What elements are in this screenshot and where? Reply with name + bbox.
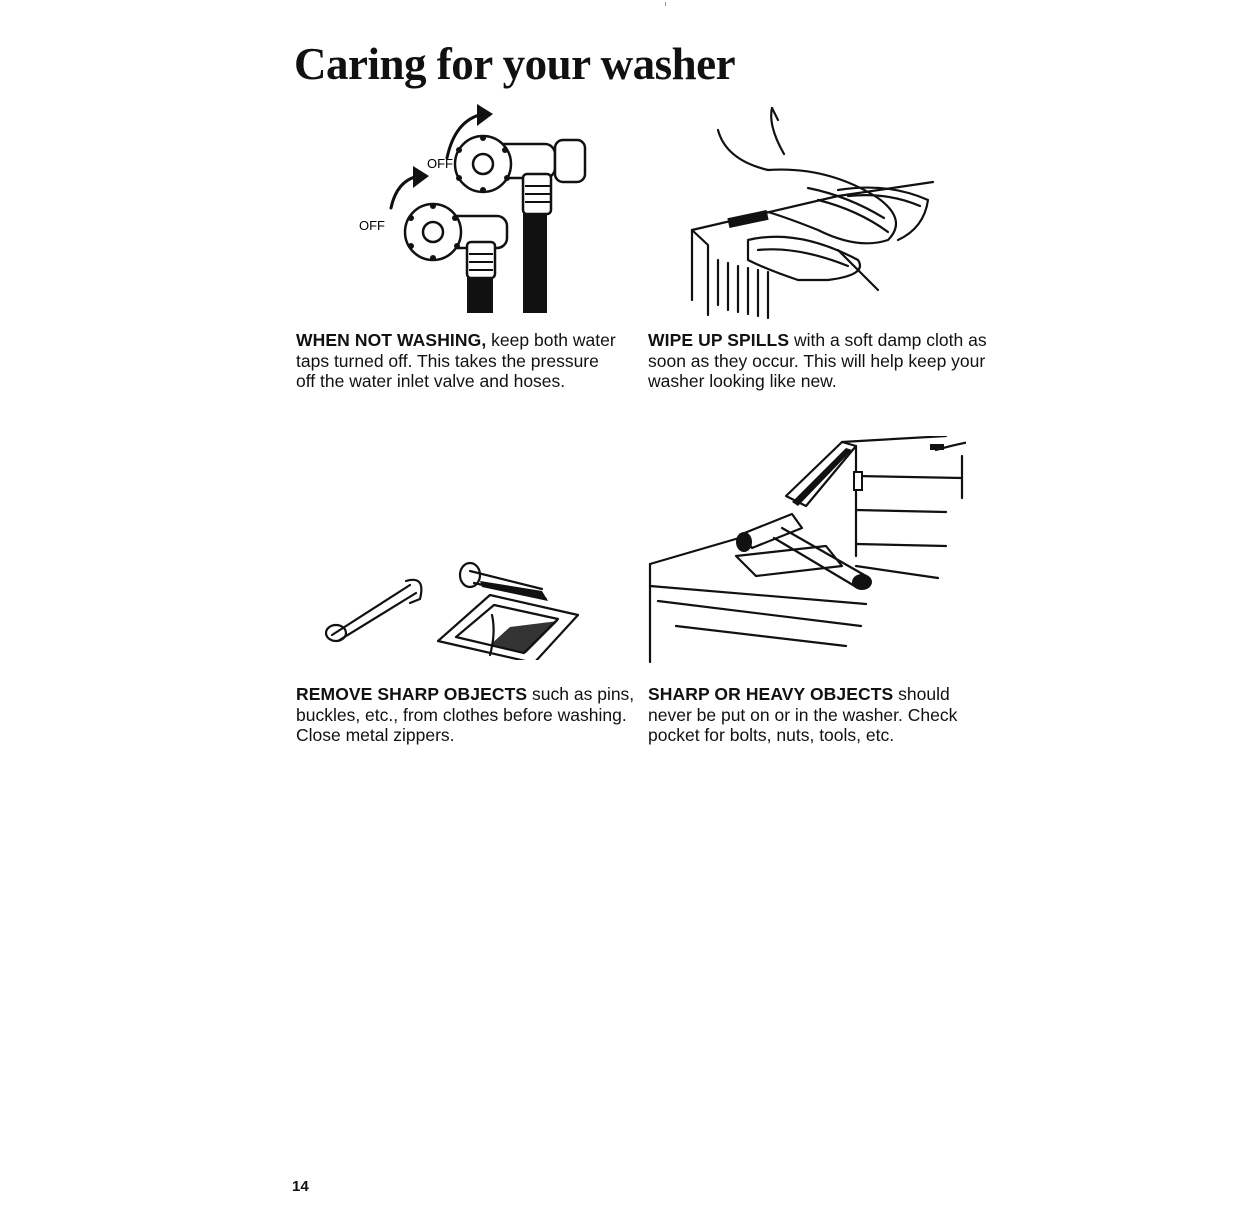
caption-sharp-or-heavy-objects <box>648 684 988 746</box>
caption-text: with a soft damp cloth as soon as they occur. This will help keep your washer looking like new. <box>648 330 987 391</box>
caption-text: should never be put on or in the washer. Check pocket for bolts, nuts, tools, etc. <box>648 684 958 745</box>
page-title: Caring for your washer <box>294 39 736 89</box>
caption-text: keep both water taps turned off. This takes the pressure off the water inlet valve and hoses. <box>296 330 616 391</box>
hammer-on-washer-icon <box>646 436 966 666</box>
scan-speck <box>665 2 666 6</box>
safety-pin-and-buckle-icon <box>320 545 590 660</box>
caption-lead: REMOVE SHARP OBJECTS <box>296 684 528 704</box>
water-taps-icon <box>355 100 605 315</box>
caption-text: such as pins, buckles, etc., from clothes before washing. Close metal zippers. <box>296 684 635 745</box>
caption-when-not-washing <box>296 330 616 392</box>
off-label-upper: OFF <box>427 156 453 171</box>
caption-lead: SHARP OR HEAVY OBJECTS <box>648 684 894 704</box>
hand-wiping-cloth-icon <box>688 100 938 325</box>
caption-lead: WHEN NOT WASHING, <box>296 330 487 350</box>
caption-wipe-up-spills <box>648 330 988 392</box>
off-label-lower: OFF <box>359 218 385 233</box>
caption-remove-sharp-objects <box>296 684 636 746</box>
caption-lead: WIPE UP SPILLS <box>648 330 790 350</box>
page-number: 14 <box>292 1178 309 1195</box>
